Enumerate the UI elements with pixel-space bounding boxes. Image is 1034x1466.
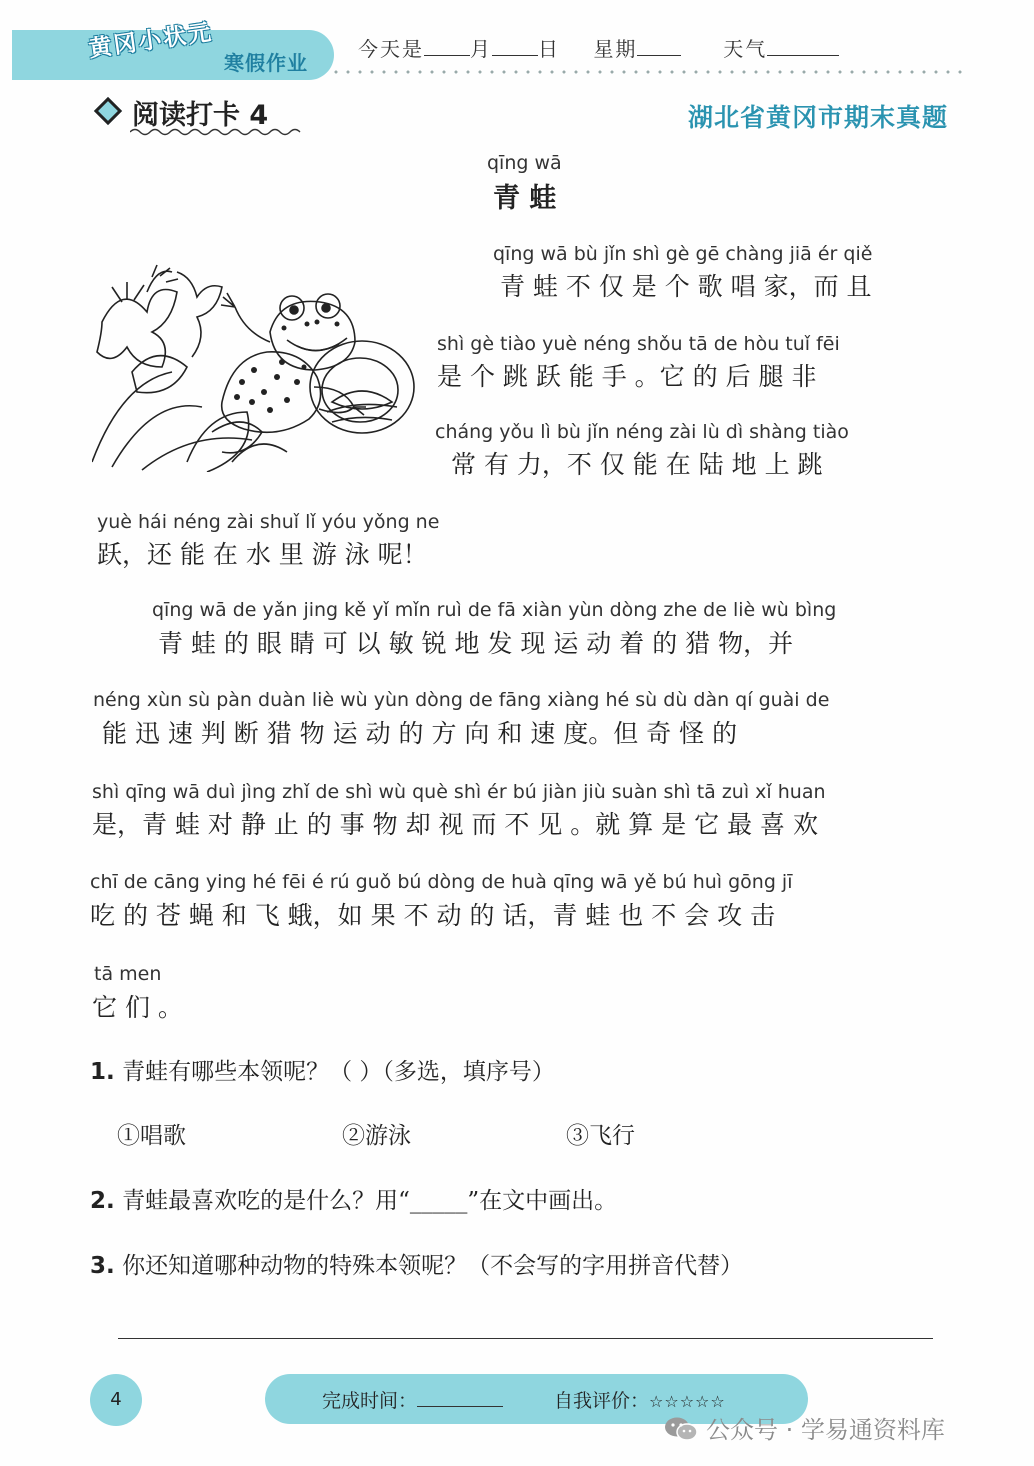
self-evaluation <box>554 1386 726 1413</box>
passage-title: 青 蛙 <box>493 183 557 214</box>
frog-illustration <box>92 262 422 472</box>
header-dotted-divider <box>330 70 970 74</box>
passage-line-5-pinyin: qīng wā de yǎn jing kě yǐ mǐn ruì de fā xiàn yùn dòng zhe de liè wù bìng <box>152 599 837 621</box>
passage-line-6-pinyin: néng xùn sù pàn duàn liè wù yùn dòng de fāng xiàng hé sù dù dàn qí guài de <box>93 689 830 711</box>
section-title-text: 阅读打卡 4 <box>132 100 269 131</box>
wave-underline <box>130 127 305 137</box>
passage-line-5-text: 青 蛙 的 眼 睛 可 以 敏 锐 地 发 现 运 动 着 的 猎 物，并 <box>158 629 794 658</box>
weekday-label: 星期 <box>593 37 638 61</box>
watermark <box>664 1410 945 1445</box>
question-3-number: 3. <box>90 1253 115 1279</box>
exam-source: 湖北省黄冈市期末真题 <box>687 103 948 132</box>
passage-line-9-text: 它 们 。 <box>92 993 183 1022</box>
date-line <box>358 33 839 62</box>
passage-line-3-text: 常 有 力，不 仅 能 在 陆 地 上 跳 <box>451 450 823 479</box>
question-2 <box>90 1182 617 1215</box>
page-number: 4 <box>90 1374 142 1426</box>
weather-label: 天气 <box>723 37 768 61</box>
wechat-icon <box>664 1416 698 1442</box>
day-blank <box>492 37 538 56</box>
star-rating-icon[interactable]: ☆☆☆☆☆ <box>649 1392 726 1411</box>
question-3-text: 你还知道哪种动物的特殊本领呢？（不会写的字用拼音代替） <box>122 1253 744 1279</box>
passage-line-4-pinyin: yuè hái néng zài shuǐ lǐ yóu yǒng ne <box>97 511 440 533</box>
weather-blank <box>767 37 839 56</box>
brand-subtitle: 寒假作业 <box>224 51 308 75</box>
date-prefix: 今天是 <box>358 37 424 61</box>
question-1-text: 青蛙有哪些本领呢？（ ）（多选，填序号） <box>122 1059 555 1085</box>
question-1-number: 1. <box>90 1059 115 1085</box>
completion-time <box>322 1386 503 1413</box>
question-3 <box>90 1247 743 1280</box>
passage-line-3-pinyin: cháng yǒu lì bù jǐn néng zài lù dì shàng tiào <box>435 421 849 443</box>
option-2: ②游泳 <box>342 1123 411 1149</box>
month-label: 月 <box>470 37 492 61</box>
option-1: ①唱歌 <box>117 1123 186 1149</box>
passage-line-6-text: 能 迅 速 判 断 猎 物 运 动 的 方 向 和 速 度。但 奇 怪 的 <box>102 719 738 748</box>
watermark-text: 公众号 · 学易通资料库 <box>706 1416 945 1444</box>
self-evaluation-label: 自我评价： <box>554 1390 650 1412</box>
option-3: ③飞行 <box>566 1123 635 1149</box>
passage-line-8-text: 吃 的 苍 蝇 和 飞 蛾，如 果 不 动 的 话，青 蛙 也 不 会 攻 击 <box>90 901 776 930</box>
month-blank <box>424 37 470 56</box>
title-pinyin: qīng wā <box>487 152 562 174</box>
passage-line-1-pinyin: qīng wā bù jǐn shì gè gē chàng jiā ér qiě <box>493 243 873 265</box>
answer-line[interactable] <box>118 1338 933 1339</box>
day-label: 日 <box>538 37 560 61</box>
question-1 <box>90 1053 555 1086</box>
passage-line-2-text: 是 个 跳 跃 能 手 。它 的 后 腿 非 <box>437 362 817 391</box>
completion-time-label: 完成时间： <box>322 1390 418 1412</box>
question-2-text: 青蛙最喜欢吃的是什么？用“_____”在文中画出。 <box>122 1188 618 1214</box>
passage-line-4-text: 跃，还 能 在 水 里 游 泳 呢！ <box>97 540 428 569</box>
completion-time-blank[interactable] <box>417 1388 503 1407</box>
passage-line-2-pinyin: shì gè tiào yuè néng shǒu tā de hòu tuǐ fēi <box>437 333 840 355</box>
passage-line-7-text: 是，青 蛙 对 静 止 的 事 物 却 视 而 不 见 。就 算 是 它 最 喜 欢 <box>92 810 818 839</box>
passage-line-7-pinyin: shì qīng wā duì jìng zhǐ de shì wù què shì ér bú jiàn jiù suàn shì tā zuì xǐ huan <box>92 781 826 803</box>
passage-line-9-pinyin: tā men <box>94 963 162 985</box>
passage-line-1-text: 青 蛙 不 仅 是 个 歌 唱 家，而 且 <box>500 272 872 301</box>
passage-line-8-pinyin: chī de cāng ying hé fēi é rú guǒ bú dòng de huà qīng wā yě bú huì gōng jī <box>90 871 793 893</box>
question-2-number: 2. <box>90 1188 115 1214</box>
weekday-blank <box>637 37 681 56</box>
diamond-icon <box>94 97 122 125</box>
brand-logo: 黄冈小状元 <box>87 19 215 63</box>
